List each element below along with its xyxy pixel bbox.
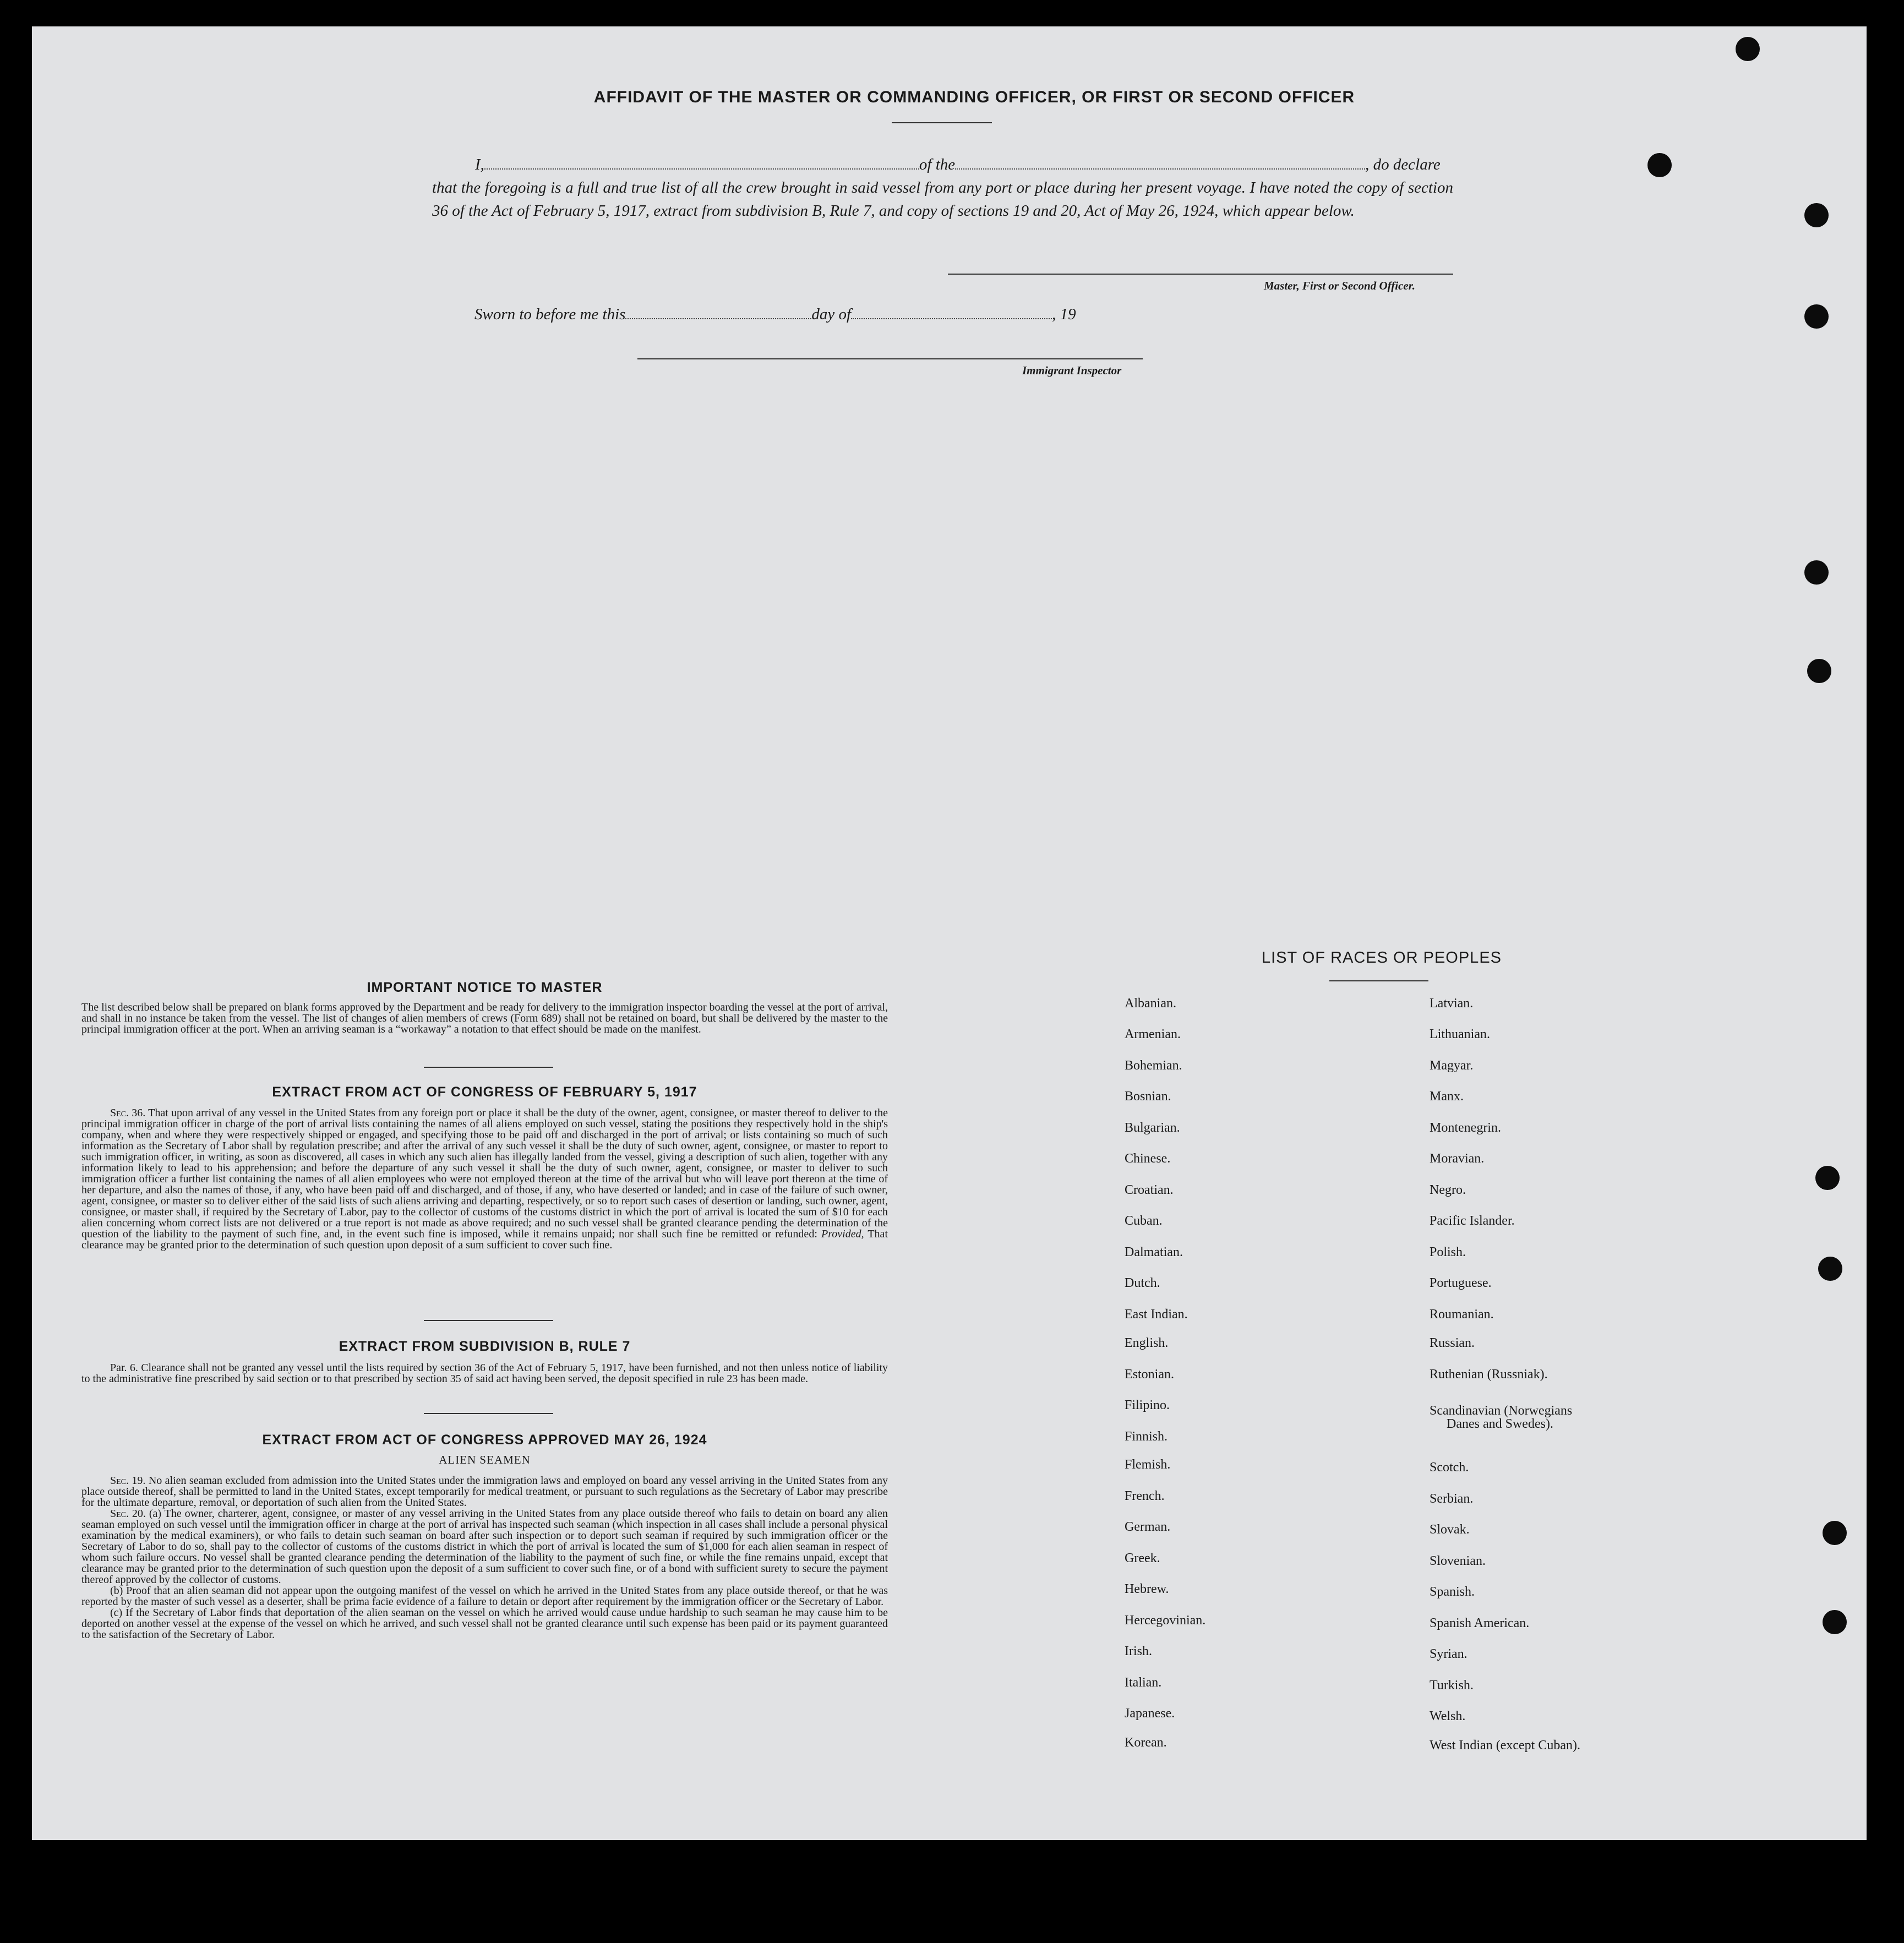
day-field[interactable] [625,305,811,319]
race-item: Cuban. [1125,1214,1163,1228]
notice-text: The list described below shall be prepared on blank forms approved by the Department and be ready for delivery to the immigration inspector boarding the vessel at the port of arrival, and shall in no instance be taken from the vessel. The list of changes of alien members of crews (Form 689) shall not be retained on board, but shall be delivered by the master to the principal immigration officer at the port. When an arriving seaman is a “workaway” a notation to that effect should be made on the manifest. [81,1001,888,1035]
inspector-caption: Immigrant Inspector [1022,364,1122,377]
race-item: Serbian. [1430,1492,1474,1506]
sec20-label: Sec. 20. [110,1508,146,1520]
race-item: Hercegovinian. [1125,1613,1206,1628]
provided-label: Provided, [821,1228,864,1240]
race-item: Dalmatian. [1125,1245,1183,1259]
name-field[interactable] [484,155,919,170]
race-item: Japanese. [1125,1706,1175,1721]
affidavit-statement: that the foregoing is a full and true list of all the crew brought in said vessel from any port or place during her present voyage. I have noted the copy of section 36 of the Act of February 5, 1917, extract from subdivision B, Rule 7, and copy of sections 19 and 20, Act of May 26, 1924, which appear below. [432,179,1453,220]
race-item: Russian. [1430,1336,1475,1350]
race-item: French. [1125,1489,1165,1503]
race-item: Bohemian. [1125,1058,1182,1073]
race-item: Filipino. [1125,1398,1170,1412]
title-divider [892,122,992,123]
sec36-text: That upon arrival of any vessel in the United States from any foreign port or place it shall be the duty of the owner, agent, consignee, or master thereof to deliver to the principal immigration officer in charge of the port of arrival lists containing the names of all aliens employed on such vessel, stating the positions they respectively hold in the ship's company, when and where they were respectively shipped or engaged, and specifying those to be paid off and discharged in the port of arrival; or lists containing so much of such information as the Secretary of Labor shall by regulation prescribe; and after the arrival of any such vessel it shall be the duty of such owner, agent, consignee, or master to report to such immigration officer, in writing, as soon as discovered, all cases in which any such alien has illegally landed from the vessel, giving a description of such alien, together with any information likely to lead to his apprehension; and before the departure of any such vessel it shall be the duty of such owner, agent, consignee, or master to deliver to such immigration officer a further list containing the names of all alien employees who were not employed thereon at the time of the arrival but who will leave port thereon at the time of her departure, and also the names of those, if any, who have been paid off and discharged, and of those, if any, who have deserted or landed; and in case of the failure of such owner, agent, consignee, or master so to deliver either of the said lists of such aliens arriving and departing, respectively, or so to report such cases of desertion or landing, such owner, agent, consignee, or master shall, if required by the Secretary of Labor, pay to the collector of customs of the customs district in which the port of arrival is located the sum of $10 for each alien concerning whom correct lists are not delivered or a true report is not made as above required; and no such vessel shall be granted clearance pending the determination of the question of the liability to the payment of such fine, and, in the event such fine is imposed, while it remains unpaid; nor shall such fine be remitted or refunded: [81,1107,888,1240]
punch-hole-3 [1804,203,1829,227]
extract-1924-title: EXTRACT FROM ACT OF CONGRESS APPROVED MAY 26, 1924 [262,1432,707,1448]
race-item: Negro. [1430,1183,1466,1197]
race-item: Italian. [1125,1675,1162,1690]
punch-hole-4 [1804,304,1829,329]
race-item: Ruthenian (Russniak). [1430,1367,1548,1382]
race-item: Magyar. [1430,1058,1474,1073]
sec19-text: No alien seaman excluded from admission into the United States under the immigration laws and employed on board any vessel arriving in the United States from any place outside thereof, shall be permitted to land in the United States, except temporarily for medical treatment, or pursuant to such regulations as the Secretary of Labor may prescribe for the ultimate departure, removal, or deportation of such alien from the United States. [81,1475,888,1509]
race-item: Spanish. [1430,1585,1475,1599]
of-the-label: of the [919,156,956,173]
punch-hole-7 [1815,1166,1840,1190]
race-item: Polish. [1430,1245,1466,1259]
extract-rule7-text: Par. 6. Clearance shall not be granted any vessel until the lists required by section 36 of the Act of February 5, 1917, have been furnished, and not then unless notice of liability to the administrative fine prescribed by said section or to that prescribed by section 35 of said act having been served, the deposit specified in rule 23 has been made. [81,1362,888,1385]
alien-seamen-subtitle: ALIEN SEAMEN [439,1453,531,1466]
race-item: English. [1125,1336,1169,1350]
punch-hole-10 [1823,1610,1847,1634]
extract-1917-title: EXTRACT FROM ACT OF CONGRESS OF FEBRUARY 5, 1917 [272,1084,697,1100]
month-field[interactable] [851,305,1052,319]
race-item: Croatian. [1125,1183,1174,1197]
race-item: Pacific Islander. [1430,1214,1515,1228]
i-label: I, [475,156,484,173]
races-title: LIST OF RACES OR PEOPLES [1261,949,1502,967]
sec19-label: Sec. 19. [110,1475,146,1487]
extract-1917-text [81,1107,888,1251]
race-item: Armenian. [1125,1027,1181,1041]
race-item: West Indian (except Cuban). [1430,1738,1580,1753]
race-item: Roumanian. [1430,1307,1494,1322]
extract-rule7-title: EXTRACT FROM SUBDIVISION B, RULE 7 [339,1339,631,1354]
punch-hole-2 [1647,153,1672,177]
race-item: Estonian. [1125,1367,1174,1382]
race-item: Danes and Swedes). [1447,1417,1553,1431]
punch-hole-1 [1736,37,1760,61]
race-item: Moravian. [1430,1151,1485,1166]
sec36-label: Sec. 36. [110,1107,146,1119]
vessel-field[interactable] [955,155,1365,170]
race-item: Manx. [1430,1089,1464,1104]
sec20a-text: (a) The owner, charterer, agent, consignee, or master of any vessel arriving in the United States from any place outside thereof who fails to detain on board any alien seaman employed on such vessel until the immigration officer in charge at the port of arrival has inspected such seaman (which inspection in all cases shall include a personal physical examination by the medical examiners), or who fails to detain such seaman on board after such inspection or to deport such seaman if required by such immigration officer or the Secretary of Labor to do so, shall pay to the collector of customs of the customs district in which the port of arrival is located the sum of $1,000 for each alien seaman in respect of whom such failure occurs. No vessel shall be granted clearance pending the determination of the liability to the payment of such fine, or while the fine remains unpaid, except that clearance may be granted prior to the determination of such question upon the deposit of a sum sufficient to cover such fine, or of a bond with sufficient surety to secure the payment thereof approved by the collector of customs. [81,1508,888,1586]
race-item: Lithuanian. [1430,1027,1490,1041]
races-title-divider [1329,980,1428,981]
divider-2 [424,1320,553,1321]
extract-1924-text [81,1475,888,1640]
day-of-label: day of [811,305,852,323]
declare-label: , do declare [1365,156,1441,173]
race-item: Scotch. [1430,1460,1469,1475]
sec20b-text: (b) Proof that an alien seaman did not appear upon the outgoing manifest of the vessel on which he arrived in the United States from any place outside thereof, or that he was reported by the master of such vessel as a deserter, shall be prima facie evidence of a failure to detain or deport after requirement by the immigration officer or the Secretary of Labor. [81,1585,888,1608]
race-item: Hebrew. [1125,1582,1169,1596]
affidavit-title: AFFIDAVIT OF THE MASTER OR COMMANDING OFFICER, OR FIRST OR SECOND OFFICER [593,88,1355,106]
race-item: Turkish. [1430,1678,1474,1693]
race-item: Bulgarian. [1125,1121,1180,1135]
race-item: Syrian. [1430,1647,1467,1661]
notice-title: IMPORTANT NOTICE TO MASTER [367,980,603,995]
sec36-text-end: That clearance may be granted prior to the determination of such question upon deposit of a sum sufficient to cover such fine. [81,1228,888,1251]
year-label: , 19 [1052,305,1076,323]
race-item: Scandinavian (Norwegians [1430,1404,1573,1418]
race-item: Greek. [1125,1551,1160,1565]
race-item: Slovenian. [1430,1554,1486,1568]
divider-1 [424,1067,553,1068]
race-item: Korean. [1125,1735,1167,1750]
race-item: Montenegrin. [1430,1121,1501,1135]
race-item: Chinese. [1125,1151,1171,1166]
race-item: Spanish American. [1430,1616,1530,1630]
race-item: Latvian. [1430,996,1474,1011]
race-item: Slovak. [1430,1522,1470,1537]
race-item: Irish. [1125,1644,1152,1658]
sec20c-text: (c) If the Secretary of Labor finds that deportation of the alien seaman on the vessel on which he arrived would cause undue hardship to such seaman he may cause him to be deported on another vessel at the expense of the vessel on which he arrived, and such vessel shall not be granted clearance until such expense has been paid or its payment guaranteed to the satisfaction of the Secretary of Labor. [81,1607,888,1641]
race-item: German. [1125,1520,1171,1534]
punch-hole-6 [1807,659,1831,683]
race-item: Albanian. [1125,996,1176,1011]
race-item: Bosnian. [1125,1089,1171,1104]
punch-hole-5 [1804,560,1829,585]
race-item: Portuguese. [1430,1276,1492,1290]
race-item: Dutch. [1125,1276,1160,1290]
punch-hole-9 [1823,1521,1847,1545]
sworn-line [474,305,1076,324]
affidavit-body [432,153,1453,222]
punch-hole-8 [1818,1257,1842,1281]
master-signature-line[interactable] [948,274,1453,275]
race-item: Welsh. [1430,1709,1466,1723]
race-item: Flemish. [1125,1458,1171,1472]
race-item: East Indian. [1125,1307,1188,1322]
inspector-signature-line[interactable] [637,358,1143,359]
divider-3 [424,1413,553,1414]
master-signature-caption: Master, First or Second Officer. [1264,279,1415,292]
race-item: Finnish. [1125,1429,1168,1444]
sworn-label: Sworn to before me this [474,305,626,323]
